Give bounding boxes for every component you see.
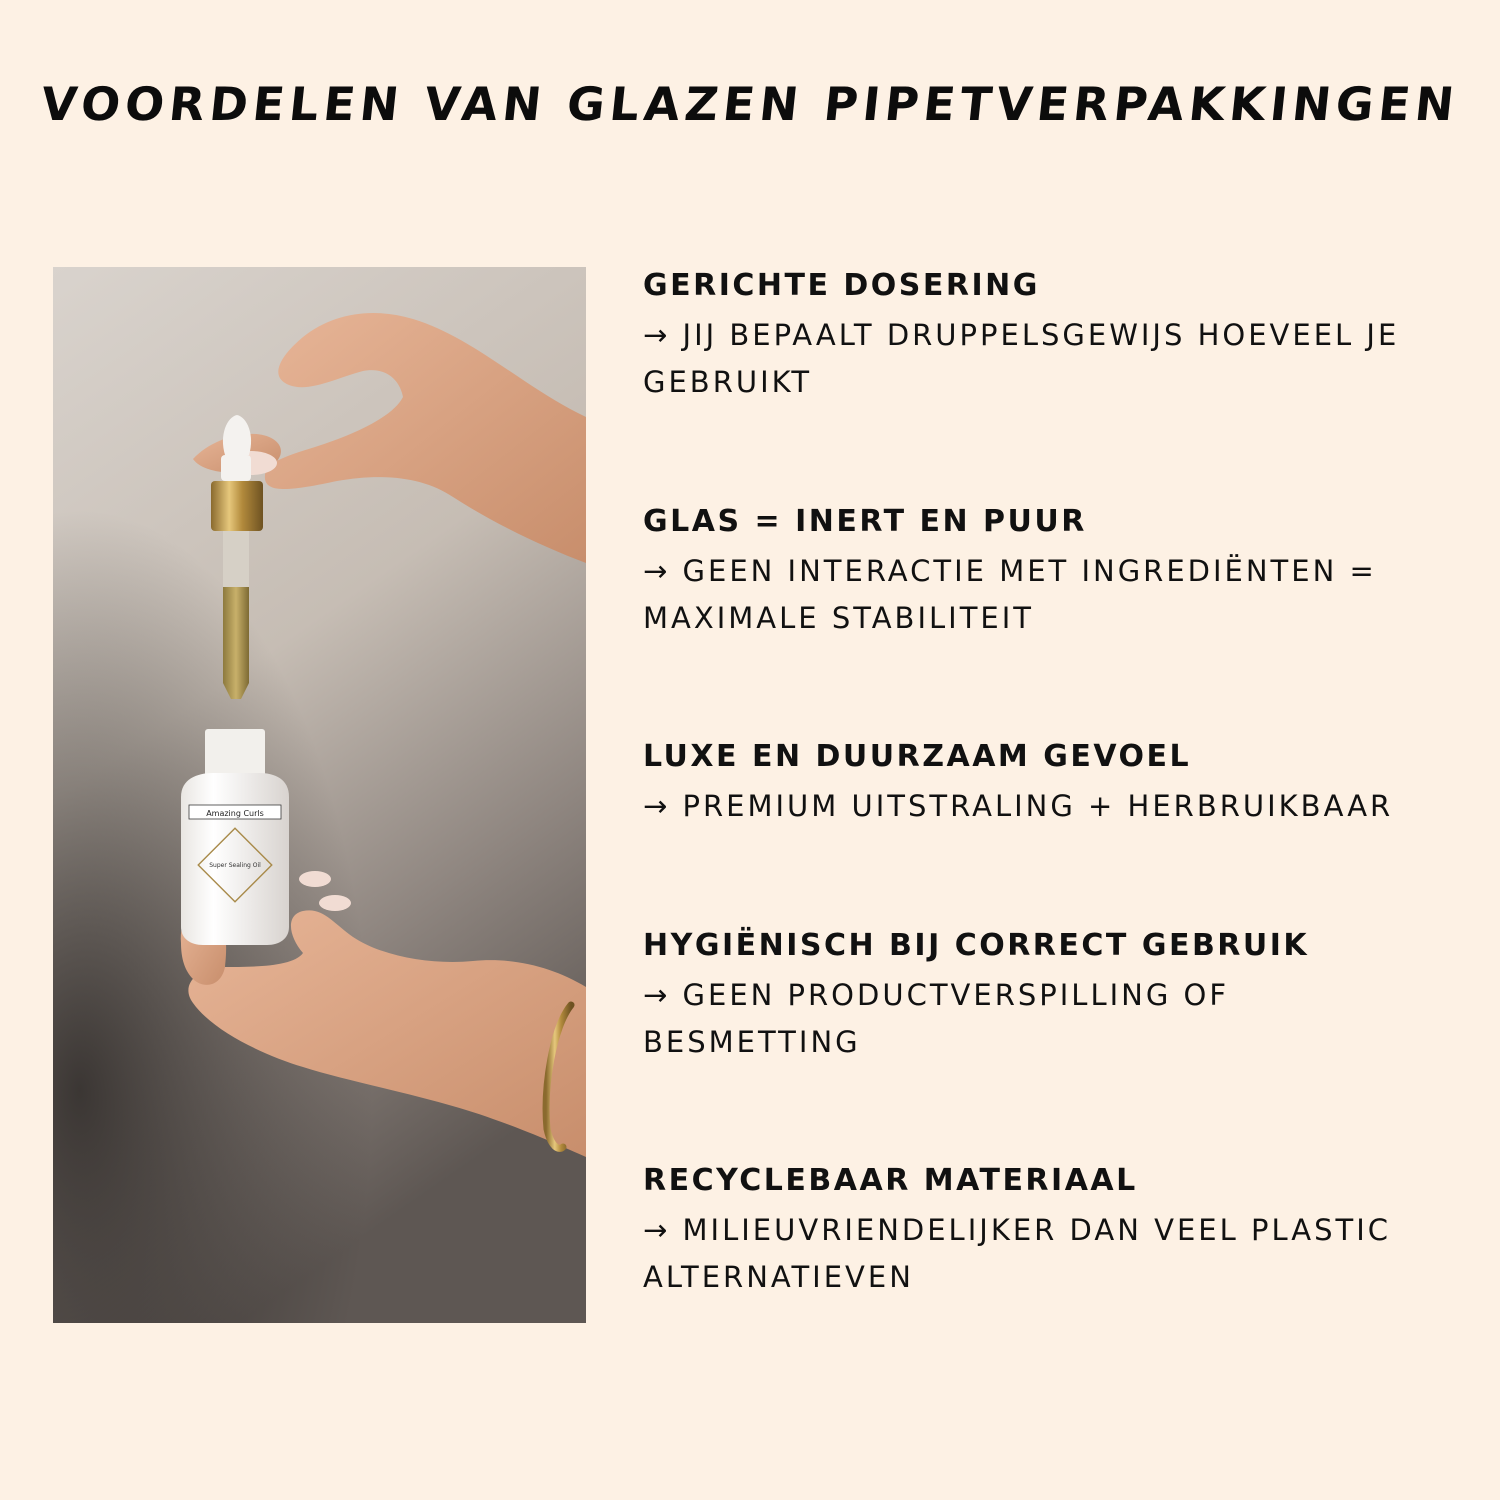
page-title: VOORDELEN VAN GLAZEN PIPETVERPAKKINGEN — [38, 77, 1462, 131]
benefit-description: → GEEN INTERACTIE MET INGREDIËNTEN = MAXIMALE STABILITEIT — [643, 554, 1377, 635]
benefit-title: GLAS = INERT EN PUUR — [643, 504, 1087, 539]
benefit-title: RECYCLEBAAR MATERIAAL — [643, 1163, 1138, 1198]
benefit-item — [643, 502, 1453, 642]
benefit-title: HYGIËNISCH BIJ CORRECT GEBRUIK — [643, 928, 1310, 963]
benefit-description: → GEEN PRODUCTVERSPILLING OF BESMETTING — [643, 978, 1230, 1059]
benefit-description: → PREMIUM UITSTRALING + HERBRUIKBAAR — [643, 789, 1394, 823]
benefit-description: → MILIEUVRIENDELIJKER DAN VEEL PLASTIC ALTERNATIEVEN — [643, 1213, 1392, 1294]
bottle-product-text: Super Sealing Oil — [209, 862, 261, 869]
benefit-item — [643, 1161, 1453, 1301]
benefit-item — [643, 926, 1453, 1066]
product-photo — [53, 267, 586, 1323]
bottle-brand-text: Amazing Curls — [206, 809, 264, 818]
benefit-title: GERICHTE DOSERING — [643, 268, 1040, 303]
benefit-title: LUXE EN DUURZAAM GEVOEL — [643, 739, 1192, 774]
benefit-description: → JIJ BEPAALT DRUPPELSGEWIJS HOEVEEL JE GEBRUIKT — [643, 318, 1400, 399]
benefit-item — [643, 266, 1453, 406]
benefit-item — [643, 737, 1453, 830]
